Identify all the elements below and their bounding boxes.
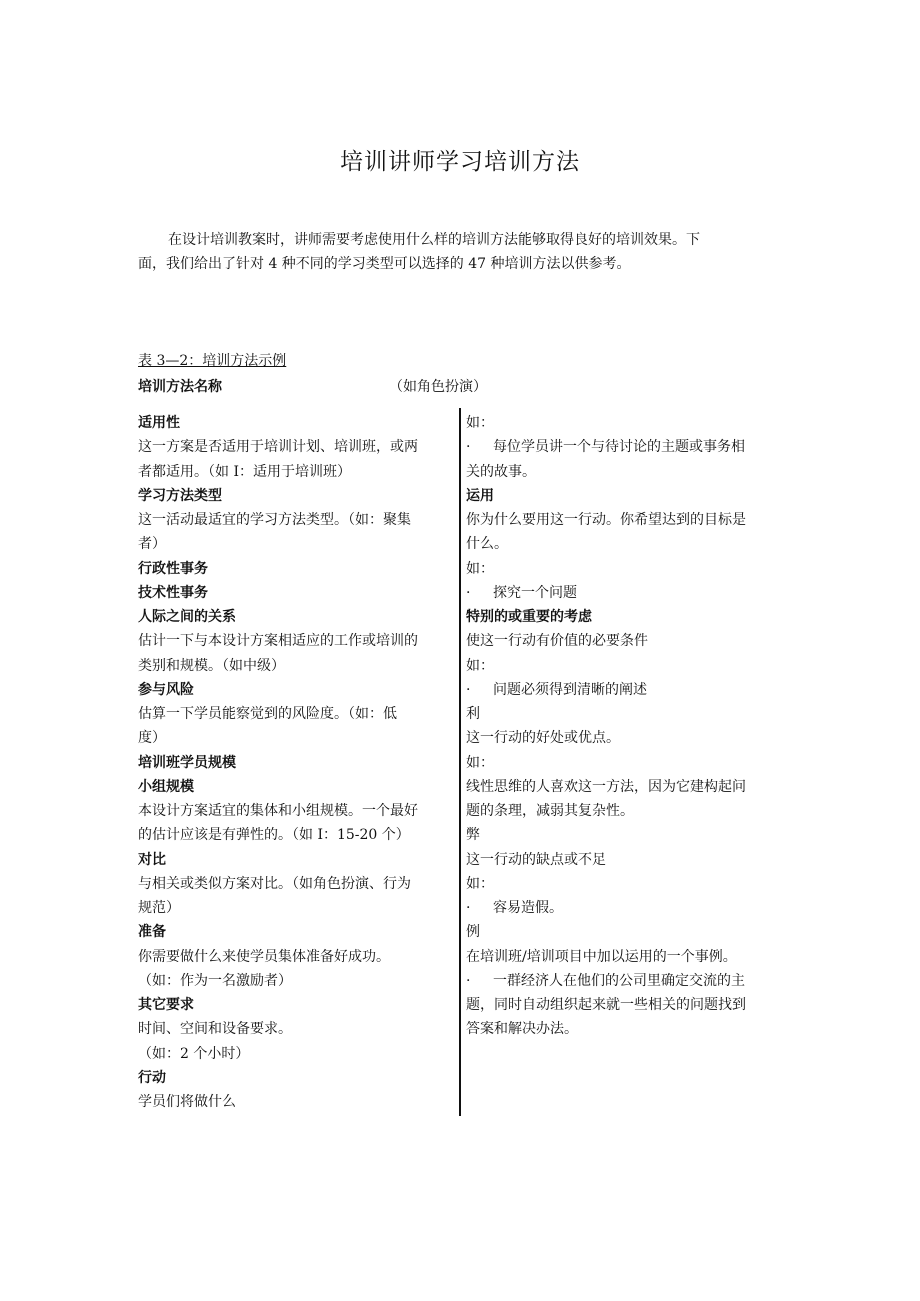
body-line	[466, 945, 788, 969]
section-heading	[138, 751, 450, 775]
body-line	[466, 702, 788, 726]
line-text: 使这一行动有价值的必要条件	[466, 633, 648, 650]
bullet-item	[466, 678, 788, 702]
line-text: 关的故事。	[466, 463, 536, 480]
line-text: 例	[466, 924, 480, 941]
line-text: 你需要做什么来使学员集体准备好成功。	[138, 948, 390, 965]
body-line	[466, 460, 788, 484]
line-text: 如：	[466, 657, 494, 674]
body-line	[466, 1017, 788, 1041]
body-line	[466, 726, 788, 750]
line-text: 学员们将做什么	[138, 1094, 236, 1110]
bullet-dot: ·	[466, 584, 471, 601]
line-text: 容易造假。	[493, 900, 563, 916]
bullet-dot: ·	[466, 900, 471, 916]
body-line	[466, 993, 788, 1017]
line-text: 如：	[466, 875, 494, 892]
section-heading	[138, 848, 450, 872]
bullet-item	[466, 969, 788, 993]
bullet-dot: ·	[466, 439, 471, 456]
line-text: 题，同时自动组织起来就一些相关的问题找到	[466, 997, 746, 1013]
body-line	[138, 1042, 450, 1066]
body-line	[138, 799, 450, 823]
line-text: 你为什么要用这一行动。你希望达到的目标是	[466, 512, 746, 528]
line-text: 类别和规模。（如中级）	[138, 657, 285, 674]
line-text: 探究一个问题	[493, 584, 577, 601]
line-text: 规范）	[138, 900, 180, 916]
body-line	[466, 872, 788, 896]
body-line	[466, 751, 788, 775]
section-heading	[138, 678, 450, 702]
line-text: 运用	[466, 487, 494, 504]
body-line	[138, 702, 450, 726]
body-line	[138, 435, 450, 459]
line-text: 估算一下学员能察觉到的风险度。（如：低	[138, 706, 397, 722]
line-text: 行动	[138, 1069, 166, 1086]
section-heading	[138, 484, 450, 508]
line-text: （如：2 个小时）	[138, 1045, 250, 1062]
body-line	[138, 726, 450, 750]
body-line	[138, 1017, 450, 1041]
body-line	[466, 557, 788, 581]
line-text: 估计一下与本设计方案相适应的工作或培训的	[138, 633, 418, 650]
body-line	[138, 654, 450, 678]
method-name-label: 培训方法名称	[138, 379, 222, 395]
section-heading	[466, 605, 788, 629]
body-line	[466, 848, 788, 872]
table-caption: 表 3—2：培训方法示例	[138, 353, 287, 369]
body-line	[138, 629, 450, 653]
body-line	[466, 629, 788, 653]
section-heading	[466, 484, 788, 508]
line-text: 对比	[138, 851, 166, 868]
line-text: 如：	[466, 560, 494, 577]
line-text: 如：	[466, 754, 494, 771]
line-text: 这一行动的好处或优点。	[466, 730, 620, 747]
line-text: 本设计方案适宜的集体和小组规模。一个最好	[138, 803, 418, 819]
body-line	[466, 654, 788, 678]
table-right-column	[466, 411, 788, 1042]
bullet-item	[466, 435, 788, 459]
line-text: 培训班学员规模	[138, 754, 236, 771]
body-line	[466, 508, 788, 532]
section-heading	[138, 775, 450, 799]
line-text: 每位学员讲一个与待讨论的主题或事务相	[493, 439, 745, 456]
line-text: 这一方案是否适用于培训计划、培训班，或两	[138, 439, 418, 456]
intro-line-2: 面，我们给出了针对 4 种不同的学习类型可以选择的 47 种培训方法以供参考。	[138, 256, 631, 272]
line-text: 题的条理，减弱其复杂性。	[466, 803, 634, 819]
body-line	[466, 775, 788, 799]
line-text: 特别的或重要的考虑	[466, 609, 592, 625]
line-text: 参与风险	[138, 681, 194, 698]
body-line	[466, 799, 788, 823]
column-divider	[459, 408, 461, 1116]
section-heading	[138, 605, 450, 629]
line-text: 与相关或类似方案对比。（如角色扮演、行为	[138, 875, 411, 892]
body-line	[138, 872, 450, 896]
line-text: 如：	[466, 415, 494, 431]
section-heading	[138, 920, 450, 944]
body-line	[466, 920, 788, 944]
line-text: 这一活动最适宜的学习方法类型。（如：聚集	[138, 512, 411, 528]
body-line	[138, 508, 450, 532]
body-line	[466, 823, 788, 847]
section-heading	[138, 1066, 450, 1090]
page-title: 培训讲师学习培训方法	[340, 149, 580, 175]
table-left-column	[138, 411, 450, 1114]
line-text: 准备	[138, 924, 166, 941]
bullet-dot: ·	[466, 972, 471, 989]
line-text: 什么。	[466, 536, 508, 553]
intro-paragraph	[138, 228, 786, 276]
line-text: 时间、空间和设备要求。	[138, 1021, 292, 1038]
section-heading	[138, 557, 450, 581]
line-text: 小组规模	[138, 778, 194, 795]
line-text: 学习方法类型	[138, 487, 222, 504]
body-line	[138, 1090, 450, 1114]
line-text: 利	[466, 706, 480, 722]
line-text: （如：作为一名激励者）	[138, 972, 292, 989]
intro-line-1: 在设计培训教案时，讲师需要考虑使用什么样的培训方法能够取得良好的培训效果。下	[168, 232, 700, 248]
body-line	[466, 411, 788, 435]
line-text: 答案和解决办法。	[466, 1021, 578, 1038]
line-text: 的估计应该是有弹性的。（如 I：15-20 个）	[138, 827, 410, 844]
line-text: 其它要求	[138, 997, 194, 1013]
line-text: 技术性事务	[138, 584, 208, 601]
section-heading	[138, 581, 450, 605]
line-text: 在培训班/培训项目中加以运用的一个事例。	[466, 948, 737, 965]
line-text: 者）	[138, 536, 166, 553]
bullet-item	[466, 581, 788, 605]
body-line	[138, 896, 450, 920]
body-line	[138, 945, 450, 969]
line-text: 这一行动的缺点或不足	[466, 851, 606, 868]
line-text: 度）	[138, 730, 166, 747]
bullet-item	[466, 896, 788, 920]
line-text: 线性思维的人喜欢这一方法，因为它建构起问	[466, 778, 746, 795]
body-line	[138, 969, 450, 993]
line-text: 问题必须得到清晰的阐述	[493, 681, 647, 698]
line-text: 适用性	[138, 415, 180, 431]
body-line	[138, 460, 450, 484]
line-text: 者都适用。（如 I：适用于培训班）	[138, 463, 351, 480]
section-heading	[138, 993, 450, 1017]
line-text: 弊	[466, 827, 480, 844]
body-line	[138, 823, 450, 847]
method-name-example: （如角色扮演）	[389, 379, 487, 395]
body-line	[138, 532, 450, 556]
line-text: 一群经济人在他们的公司里确定交流的主	[493, 972, 745, 989]
body-line	[466, 532, 788, 556]
line-text: 人际之间的关系	[138, 609, 236, 625]
line-text: 行政性事务	[138, 560, 208, 577]
bullet-dot: ·	[466, 681, 471, 698]
section-heading	[138, 411, 450, 435]
